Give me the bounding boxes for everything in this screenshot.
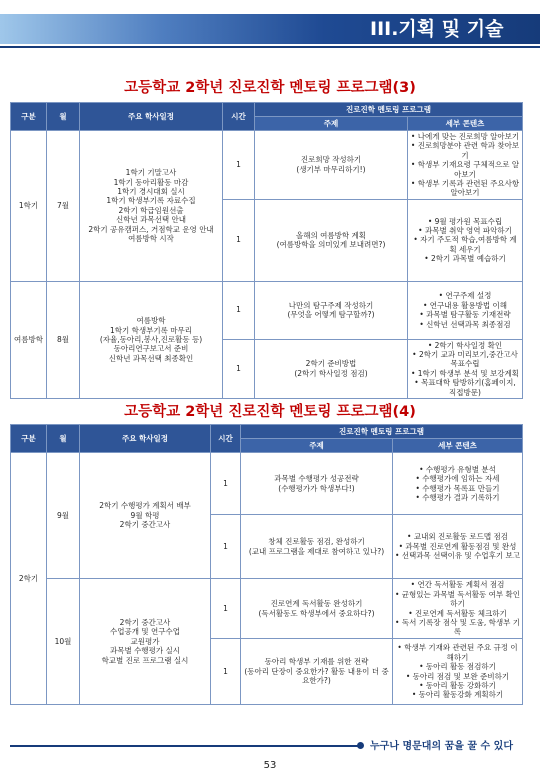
footer-dot: [357, 742, 364, 749]
topic-cell: 동아리 학생부 기재를 위한 전략 (동아리 단장이 중요한가? 활동 내용이 더 중요한가?): [241, 639, 393, 705]
col-group: 진로진학 멘토링 프로그램: [241, 425, 523, 439]
topic-cell: 나만의 탐구주제 작성하기 (무엇을 어떻게 탐구할까?): [255, 281, 408, 339]
contents-cell: • 2학기 학사일정 확인 • 2학기 교과 미리보기,중간고사 목표수립 • 1학기 학생부 분석 및 보강계획 • 목표대학 탐방하기(홈페이지, 직접방문): [408, 339, 523, 398]
section2-title: 고등학교 2학년 진로진학 멘토링 프로그램(4): [124, 404, 416, 420]
time-cell: 1: [223, 199, 255, 281]
topic-cell: 올해의 여름방학 계획 (여름방학을 의미있게 보내려면?): [255, 199, 408, 281]
col-schedule: 주요 학사일정: [80, 425, 211, 453]
contents-cell: • 연구주제 설정 • 연구내용 활용방법 이해 • 과목별 탐구활동 기재전략 • 신학년 선택과목 최종점검: [408, 281, 523, 339]
contents-cell: • 학생부 기재와 관련된 주요 규정 이해하기 • 동아리 활동 점검하기 • 동아리 점검 및 보완 준비하기 • 동아리 활동 강화하기 • 동아리 활동강화 계획하기: [393, 639, 523, 705]
table-row: [11, 131, 523, 200]
topic-cell: 진로희망 작성하기 (생기부 마무리하기!): [255, 131, 408, 200]
topic-cell: 2학기 준비방법 (2학기 학사일정 점검): [255, 339, 408, 398]
month-cell: 10월: [47, 579, 80, 705]
col-contents: 세부 콘텐츠: [408, 117, 523, 131]
mentoring-table-4: [10, 424, 523, 705]
time-cell: 1: [223, 131, 255, 200]
footer-slogan: 누구나 명문대의 꿈을 꿀 수 있다: [370, 741, 513, 752]
col-group: 진로진학 멘토링 프로그램: [255, 103, 523, 117]
mentoring-table-3: [10, 102, 523, 399]
contents-cell: • 연간 독서활동 계획서 점검 • 균형있는 과목별 독서활동 여부 확인하기 • 진로연계 독서활동 체크하기 • 독서 기록장 점삭 및 도움, 학생부 기록: [393, 579, 523, 639]
col-schedule: 주요 학사일정: [80, 103, 223, 131]
topic-cell: 진로연계 독서활동 완성하기 (독서활동도 학생부에서 중요하다?): [241, 579, 393, 639]
time-cell: 1: [223, 281, 255, 339]
col-time: 시간: [211, 425, 241, 453]
col-month: 월: [47, 103, 80, 131]
col-topic: 주제: [255, 117, 408, 131]
time-cell: 1: [211, 579, 241, 639]
table-row: [11, 453, 523, 515]
contents-cell: • 수행평가 유형별 분석 • 수행평가에 임하는 자세 • 수행평가 목록표 만들기 • 수행평가 결과 기록하기: [393, 453, 523, 515]
col-contents: 세부 콘텐츠: [393, 439, 523, 453]
gubun-cell: 2학기: [11, 453, 47, 705]
footer-divider: [10, 745, 360, 747]
schedule-cell: 여름방학 1학기 학생부기록 마무리 (자율,동아리,봉사,진로활동 등) 동아리연구보고서 준비 신학년 과목선택 최종확인: [80, 281, 223, 398]
contents-cell: • 9월 평가원 목표수립 • 과목별 취약 영역 파악하기 • 자기 주도적 학습,여름방학 계획 세우기 • 2학기 과목별 예습하기: [408, 199, 523, 281]
topic-cell: 과목별 수행평가 성공전략 (수행평가가 학생부다!): [241, 453, 393, 515]
time-cell: 1: [211, 453, 241, 515]
table-row: [11, 579, 523, 639]
col-topic: 주제: [241, 439, 393, 453]
col-time: 시간: [223, 103, 255, 131]
chapter-title: III.기획 및 기술: [370, 18, 504, 40]
contents-cell: • 교내외 진로활동 로드맵 점검 • 과목별 진로연계 활동점검 및 완성 • 선택과목 선택이유 및 수업후기 보고: [393, 515, 523, 579]
schedule-cell: 2학기 수행평가 계획서 배부 9월 학평 2학기 중간고사: [80, 453, 211, 579]
header-divider: [0, 46, 540, 48]
topic-cell: 창체 진로활동 점검, 완성하기 (교내 프로그램을 제대로 참여하고 있나?): [241, 515, 393, 579]
gubun-cell: 여름방학: [11, 281, 47, 398]
month-cell: 7월: [47, 131, 80, 282]
time-cell: 1: [223, 339, 255, 398]
schedule-cell: 2학기 중간고사 수업공개 및 연구수업 교원평가 과목별 수행평가 실시 학교별 진로 프로그램 실시: [80, 579, 211, 705]
col-gubun: 구분: [11, 103, 47, 131]
time-cell: 1: [211, 515, 241, 579]
section1-title: 고등학교 2학년 진로진학 멘토링 프로그램(3): [124, 80, 416, 96]
gubun-cell: 1학기: [11, 131, 47, 282]
month-cell: 8월: [47, 281, 80, 398]
time-cell: 1: [211, 639, 241, 705]
contents-cell: • 나에게 맞는 진로희망 알아보기 • 진로희망분야 관련 학과 찾아보기 • 학생부 기재요령 구체적으로 알아보기 • 학생부 기록과 관련된 주요사항 알아보기: [408, 131, 523, 200]
month-cell: 9월: [47, 453, 80, 579]
col-gubun: 구분: [11, 425, 47, 453]
col-month: 월: [47, 425, 80, 453]
page-number: 53: [263, 760, 277, 771]
schedule-cell: 1학기 기말고사 1학기 동아리활동 마감 1학기 경시대회 실시 1학기 학생부기록 자료수집 2학기 학급임원선출 신학년 과목선택 안내 2학기 공유캠퍼스, 거점학교 운영 안내 여름방학 시작: [80, 131, 223, 282]
table-row: [11, 281, 523, 339]
